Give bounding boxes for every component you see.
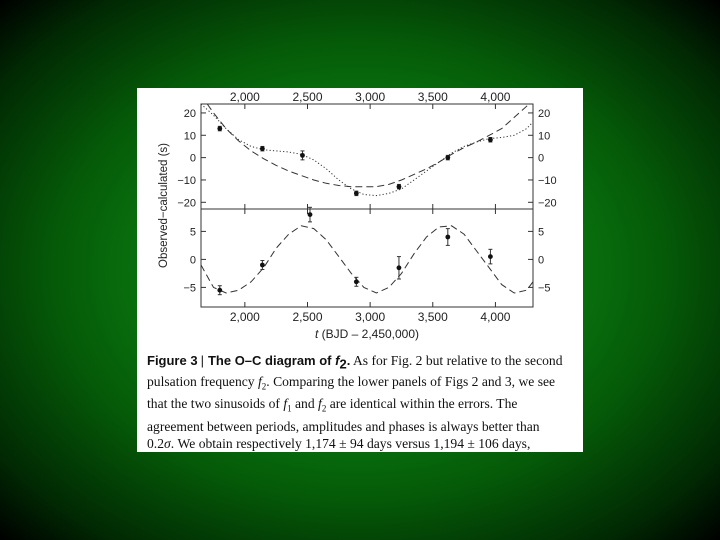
y-tick-label: 0 (189, 254, 196, 267)
caption-title-end: . (346, 353, 351, 368)
y-tick-label: −10 (538, 174, 557, 187)
caption-sub: 1 (287, 404, 292, 415)
y-tick-label: 20 (538, 107, 551, 120)
x-axis-label-var: t (314, 327, 319, 341)
caption-text: pulsation frequency (147, 373, 258, 389)
y-tick-label: 20 (183, 107, 196, 120)
x-axis-label (315, 327, 419, 341)
y-tick-label: 5 (538, 226, 545, 239)
bottom-data-point (217, 288, 222, 293)
bottom-data-point (354, 279, 359, 284)
caption-title-prefix: The O–C diagram of (207, 353, 336, 368)
y-axis-label: Observed−calculated (s) (158, 143, 170, 268)
top-dotted-curve (201, 104, 533, 196)
x-tick-label-bottom: 3,000 (355, 310, 386, 324)
figure-card (137, 88, 583, 452)
caption-text: that the two sinusoids of (147, 396, 284, 412)
top-dashed-curve (201, 95, 533, 187)
top-data-point (354, 191, 359, 196)
caption-text: are identical within the errors. The (326, 396, 518, 412)
y-tick-label: 10 (538, 130, 551, 143)
bottom-panel-frame (201, 209, 533, 307)
x-tick-label-bottom: 2,000 (229, 310, 260, 324)
top-data-point (217, 126, 222, 131)
caption-text: . We obtain respectively 1,174 ± 94 days versus 1,194 ± 106 days, (170, 436, 531, 452)
y-tick-label: −20 (538, 197, 557, 210)
caption-text: 0.2 (147, 436, 164, 452)
figure-label: Figure 3 (147, 353, 198, 368)
top-data-point (488, 137, 493, 142)
caption-line-3 (147, 395, 577, 418)
x-tick-label-top: 4,000 (480, 90, 511, 104)
caption-var: f (283, 396, 288, 412)
y-tick-label: 5 (189, 226, 196, 239)
x-tick-label-bottom: 4,000 (480, 310, 511, 324)
caption-line-5 (147, 435, 577, 452)
caption-separator: | (200, 353, 204, 368)
bottom-dashed-curve (201, 226, 533, 293)
caption-title-var: f (335, 353, 340, 368)
caption-sub: 2 (321, 404, 327, 415)
caption-title-sub: 2 (339, 356, 347, 372)
x-tick-label-top: 2,000 (229, 90, 260, 104)
x-tick-label-top: 3,000 (355, 90, 386, 104)
x-tick-label-bottom: 3,500 (417, 310, 448, 324)
x-tick-label-bottom: 2,500 (292, 310, 323, 324)
x-tick-label-top: 2,500 (292, 90, 323, 104)
caption-sub: 2 (261, 381, 267, 392)
bottom-data-point (488, 254, 493, 259)
top-data-point (397, 184, 402, 189)
top-data-point (300, 153, 305, 158)
y-tick-label: −5 (183, 282, 196, 295)
y-tick-label: −20 (177, 197, 196, 210)
caption-line-4: agreement between periods, amplitudes and phases is always better than (147, 419, 540, 435)
y-tick-label: −5 (538, 282, 551, 295)
y-tick-label: 0 (538, 152, 545, 165)
caption-var: f (257, 373, 262, 389)
top-data-point (445, 155, 450, 160)
x-axis-label-rest: (BJD – 2,450,000) (318, 327, 420, 341)
figure-caption (147, 352, 577, 452)
caption-var: σ (164, 436, 171, 452)
caption-line1-rest: As for Fig. 2 but relative to the second (350, 353, 563, 368)
bottom-data-point (308, 212, 313, 217)
bottom-data-point (445, 235, 450, 240)
caption-line-2 (147, 373, 577, 396)
top-data-point (260, 146, 265, 151)
bottom-data-point (260, 263, 265, 268)
caption-text: . Comparing the lower panels of Figs 2 and 3, we see (266, 373, 556, 389)
bottom-data-point (397, 265, 402, 270)
y-tick-label: 0 (538, 254, 545, 267)
x-tick-label-top: 3,500 (417, 90, 448, 104)
caption-text: and (291, 396, 319, 412)
y-tick-label: 10 (183, 130, 196, 143)
y-tick-label: −10 (177, 174, 196, 187)
caption-var: f (318, 396, 322, 412)
top-panel-frame (201, 104, 533, 209)
caption-line-1 (147, 352, 577, 373)
y-tick-label: 0 (189, 152, 196, 165)
